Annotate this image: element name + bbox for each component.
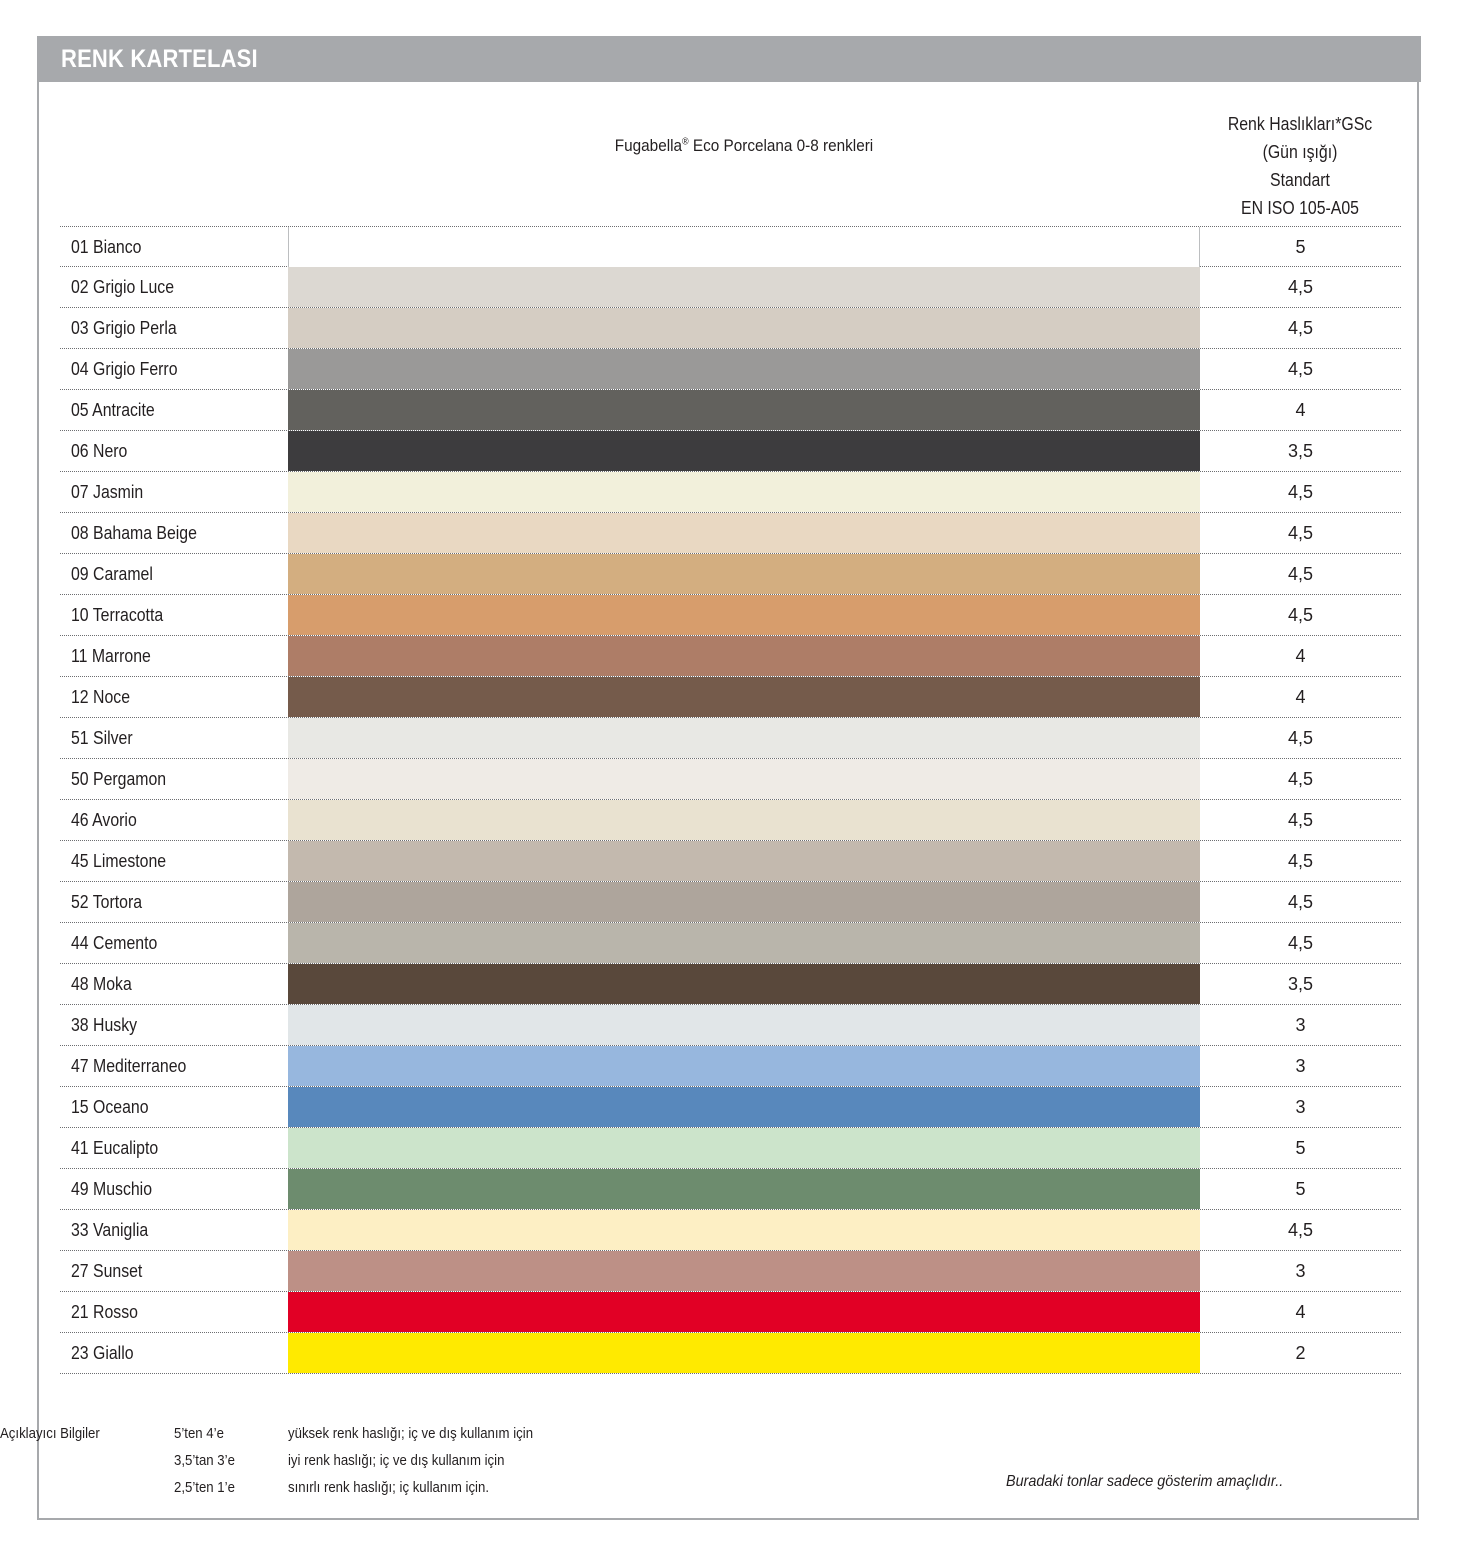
color-rating: 4: [1295, 1302, 1306, 1322]
color-name: 46 Avorio: [71, 810, 137, 830]
color-swatch: [288, 841, 1200, 881]
color-name: 48 Moka: [71, 974, 132, 994]
color-rating: 4,5: [1287, 564, 1314, 584]
rating-header-line: EN ISO 105-A05: [1240, 198, 1359, 218]
color-swatch: [288, 1210, 1200, 1250]
table-row: [60, 759, 1401, 800]
color-swatch: [288, 718, 1200, 758]
table-row: [60, 1251, 1401, 1292]
color-name: 45 Limestone: [71, 851, 167, 871]
color-name: 23 Giallo: [71, 1343, 134, 1363]
color-table: [60, 226, 1401, 1374]
color-swatch: [288, 1292, 1200, 1332]
color-column-title-rest: Eco Porcelana 0-8 renkleri: [688, 136, 874, 155]
color-swatch: [288, 513, 1200, 553]
color-swatch: [288, 800, 1200, 840]
color-name: 33 Vaniglia: [71, 1220, 149, 1240]
color-rating: 4,5: [1287, 318, 1314, 338]
table-row: [60, 308, 1401, 349]
table-row: [60, 226, 1401, 267]
rating-header-line: Renk Haslıkları*GSc: [1227, 114, 1373, 134]
color-rating: 3: [1295, 1097, 1306, 1117]
color-rating: 4,5: [1287, 769, 1314, 789]
color-rating: 4,5: [1287, 482, 1314, 502]
color-swatch: [288, 554, 1200, 594]
color-swatch: [288, 472, 1200, 512]
color-rating: 3: [1295, 1261, 1306, 1281]
table-row: [60, 677, 1401, 718]
table-row: [60, 964, 1401, 1005]
legend-ranges: [174, 1420, 243, 1501]
table-row: [60, 923, 1401, 964]
table-row: [60, 1210, 1401, 1251]
color-name: 11 Marrone: [71, 646, 151, 666]
color-name: 41 Eucalipto: [71, 1138, 159, 1158]
table-row: [60, 1046, 1401, 1087]
color-swatch: [288, 964, 1200, 1004]
legend-text: sınırlı renk haslığı; iç kullanım için.: [288, 1479, 490, 1496]
legend-range: 3,5’tan 3’e: [174, 1452, 235, 1469]
legend-range: 5’ten 4’e: [174, 1425, 224, 1442]
table-row: [60, 1087, 1401, 1128]
color-rating: 4,5: [1287, 728, 1314, 748]
color-swatch: [288, 636, 1200, 676]
color-swatch: [288, 1169, 1200, 1209]
registered-mark: ®: [682, 136, 689, 148]
color-rating: 2: [1295, 1343, 1306, 1363]
color-rating: 4: [1295, 400, 1306, 420]
rating-column-header: [1200, 110, 1400, 222]
table-row: [60, 1128, 1401, 1169]
color-rating: 3,5: [1287, 441, 1314, 461]
color-name: 52 Tortora: [71, 892, 143, 912]
table-row: [60, 1292, 1401, 1333]
color-swatch: [288, 595, 1200, 635]
color-rating: 4: [1295, 687, 1306, 707]
color-rating: 4,5: [1287, 933, 1314, 953]
legend-range: 2,5’ten 1’e: [174, 1479, 235, 1496]
color-name: 15 Oceano: [71, 1097, 149, 1117]
color-rating: 4,5: [1287, 359, 1314, 379]
color-name: 47 Mediterraneo: [71, 1056, 187, 1076]
title-bar: [37, 36, 1421, 82]
color-rating: 4,5: [1287, 277, 1314, 297]
color-swatch: [288, 227, 1200, 267]
color-rating: 3,5: [1287, 974, 1314, 994]
color-column-header: [334, 136, 1155, 156]
color-swatch: [288, 1128, 1200, 1168]
page-title: RENK KARTELASI: [61, 45, 258, 73]
color-column-title: Fugabella: [614, 136, 683, 155]
color-rating: 4: [1295, 646, 1306, 666]
color-swatch: [288, 267, 1200, 307]
color-name: 10 Terracotta: [71, 605, 164, 625]
color-swatch: [288, 759, 1200, 799]
color-rating: 4,5: [1287, 1220, 1314, 1240]
color-name: 50 Pergamon: [71, 769, 167, 789]
color-name: 38 Husky: [71, 1015, 138, 1035]
table-row: [60, 554, 1401, 595]
color-name: 09 Caramel: [71, 564, 153, 584]
legend-texts: [288, 1420, 566, 1501]
color-swatch: [288, 923, 1200, 963]
color-rating: 5: [1295, 1138, 1306, 1158]
color-swatch: [288, 1087, 1200, 1127]
table-row: [60, 1005, 1401, 1046]
color-name: 12 Noce: [71, 687, 131, 707]
color-swatch: [288, 882, 1200, 922]
table-row: [60, 1333, 1401, 1374]
color-name: 51 Silver: [71, 728, 133, 748]
color-rating: 4,5: [1287, 605, 1314, 625]
table-row: [60, 718, 1401, 759]
color-swatch: [288, 1251, 1200, 1291]
color-rating: 4,5: [1287, 892, 1314, 912]
color-name: 06 Nero: [71, 441, 128, 461]
table-row: [60, 636, 1401, 677]
table-row: [60, 472, 1401, 513]
color-swatch: [288, 1005, 1200, 1045]
color-rating: 4,5: [1287, 810, 1314, 830]
color-name: 07 Jasmin: [71, 482, 144, 502]
color-swatch: [288, 1046, 1200, 1086]
legend-text: iyi renk haslığı; iç ve dış kullanım için: [288, 1452, 505, 1469]
table-row: [60, 800, 1401, 841]
table-row: [60, 513, 1401, 554]
color-swatch: [288, 349, 1200, 389]
color-swatch: [288, 1333, 1200, 1373]
table-row: [60, 349, 1401, 390]
color-name: 27 Sunset: [71, 1261, 143, 1281]
color-rating: 3: [1295, 1015, 1306, 1035]
table-row: [60, 267, 1401, 308]
table-row: [60, 390, 1401, 431]
color-name: 04 Grigio Ferro: [71, 359, 178, 379]
color-rating: 5: [1295, 237, 1306, 257]
color-name: 02 Grigio Luce: [71, 277, 175, 297]
color-rating: 4,5: [1287, 523, 1314, 543]
color-swatch: [288, 390, 1200, 430]
color-name: 08 Bahama Beige: [71, 523, 197, 543]
color-name: 21 Rosso: [71, 1302, 138, 1322]
table-row: [60, 841, 1401, 882]
color-swatch: [288, 431, 1200, 471]
table-row: [60, 882, 1401, 923]
legend-text: yüksek renk haslığı; iç ve dış kullanım için: [288, 1425, 534, 1442]
color-swatch: [288, 677, 1200, 717]
table-row: [60, 595, 1401, 636]
color-name: 44 Cemento: [71, 933, 158, 953]
color-name: 01 Bianco: [71, 237, 142, 257]
legend-label: Açıklayıcı Bilgiler: [0, 1425, 100, 1442]
color-rating: 4,5: [1287, 851, 1314, 871]
table-row: [60, 431, 1401, 472]
table-row: [60, 1169, 1401, 1210]
color-rating: 5: [1295, 1179, 1306, 1199]
disclaimer-note: Buradaki tonlar sadece gösterim amaçlıdır..: [1006, 1473, 1284, 1490]
color-rating: 3: [1295, 1056, 1306, 1076]
color-swatch: [288, 308, 1200, 348]
color-name: 49 Muschio: [71, 1179, 153, 1199]
color-name: 05 Antracite: [71, 400, 155, 420]
rating-header-line: Standart: [1270, 170, 1330, 190]
rating-header-line: (Gün ışığı): [1262, 142, 1338, 162]
color-name: 03 Grigio Perla: [71, 318, 177, 338]
